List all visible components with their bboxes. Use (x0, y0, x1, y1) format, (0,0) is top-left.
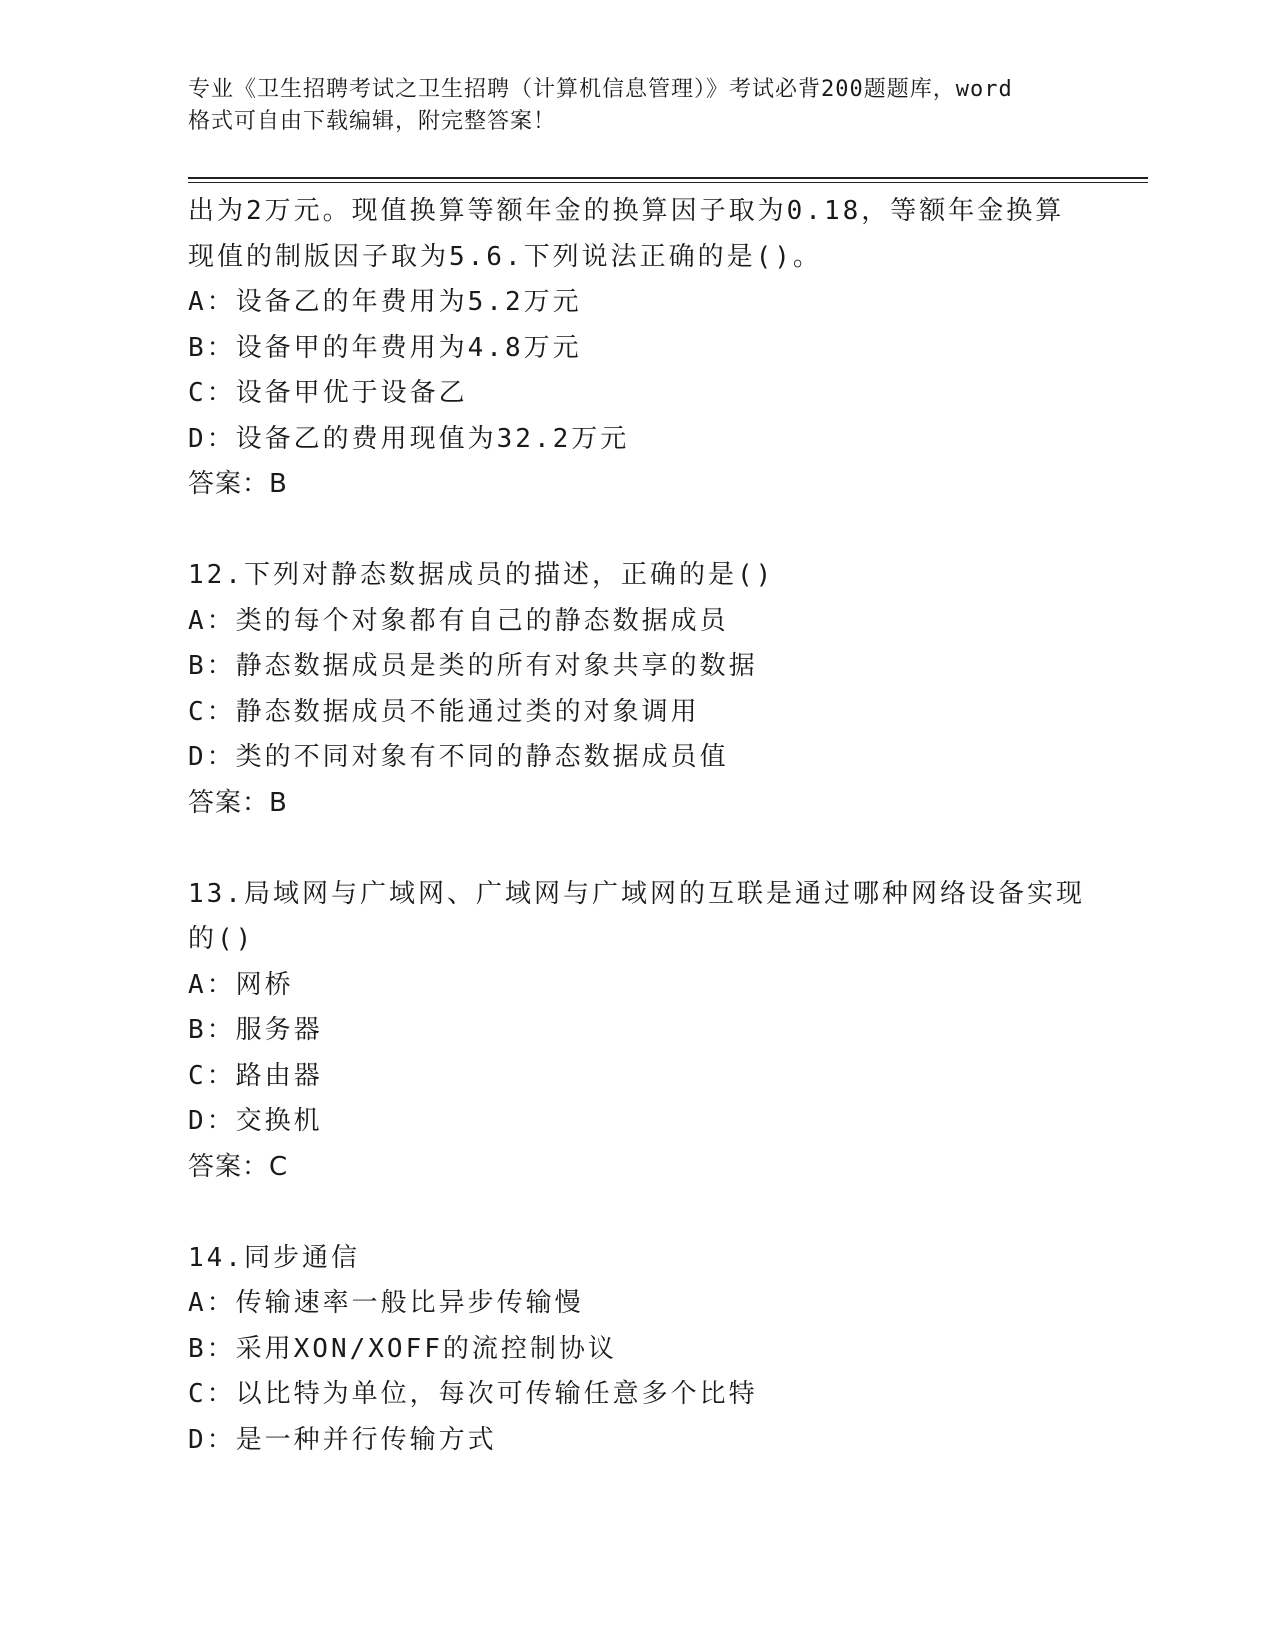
header-title-line-2: 格式可自由下载编辑，附完整答案！ (188, 109, 557, 134)
question-stem: 14.同步通信 (188, 1242, 360, 1273)
question-14 (188, 1236, 1088, 1464)
header-divider-thin (188, 182, 1148, 183)
option-b: B：采用XON/XOFF的流控制协议 (188, 1333, 617, 1364)
spacer (188, 1190, 1088, 1236)
question-stem-line: 13.局域网与广域网、广域网与广域网的互联是通过哪种网络设备实现 (188, 878, 1085, 909)
question-stem: 12.下列对静态数据成员的描述，正确的是() (188, 560, 775, 590)
option-d: D：类的不同对象有不同的静态数据成员值 (188, 742, 729, 772)
answer: 答案：C (188, 1151, 289, 1182)
option-d: D：交换机 (188, 1106, 323, 1136)
option-b: B：服务器 (188, 1015, 323, 1045)
question-list (188, 189, 1088, 1463)
option-d: D：是一种并行传输方式 (188, 1424, 497, 1455)
question-stem-line: 的() (188, 924, 255, 954)
question-stem-line: 出为2万元。现值换算等额年金的换算因子取为0.18，等额年金换算 (188, 196, 1065, 226)
answer: 答案：B (188, 469, 288, 499)
header-title-line-1: 专业《卫生招聘考试之卫生招聘（计算机信息管理）》考试必背200题题库，word (188, 77, 1013, 102)
header-divider-thick (188, 177, 1148, 179)
option-c: C：设备甲优于设备乙 (188, 378, 468, 408)
option-a: A：网桥 (188, 969, 294, 1000)
option-c: C：以比特为单位，每次可传输任意多个比特 (188, 1379, 758, 1409)
spacer (188, 508, 1088, 554)
option-a: A：设备乙的年费用为5.2万元 (188, 287, 582, 317)
option-a: A：类的每个对象都有自己的静态数据成员 (188, 605, 729, 636)
spacer (188, 826, 1088, 872)
option-a: A：传输速率一般比异步传输慢 (188, 1288, 584, 1318)
question-13 (188, 872, 1088, 1191)
option-c: C：静态数据成员不能通过类的对象调用 (188, 696, 700, 727)
document-header (188, 74, 1088, 138)
answer: 答案：B (188, 787, 288, 818)
question-11-continuation (188, 189, 1088, 508)
option-d: D：设备乙的费用现值为32.2万元 (188, 423, 630, 454)
question-12 (188, 553, 1088, 826)
option-b: B：静态数据成员是类的所有对象共享的数据 (188, 651, 758, 681)
question-stem-line: 现值的制版因子取为5.6.下列说法正确的是()。 (188, 241, 822, 272)
option-b: B：设备甲的年费用为4.8万元 (188, 332, 582, 363)
option-c: C：路由器 (188, 1060, 323, 1091)
